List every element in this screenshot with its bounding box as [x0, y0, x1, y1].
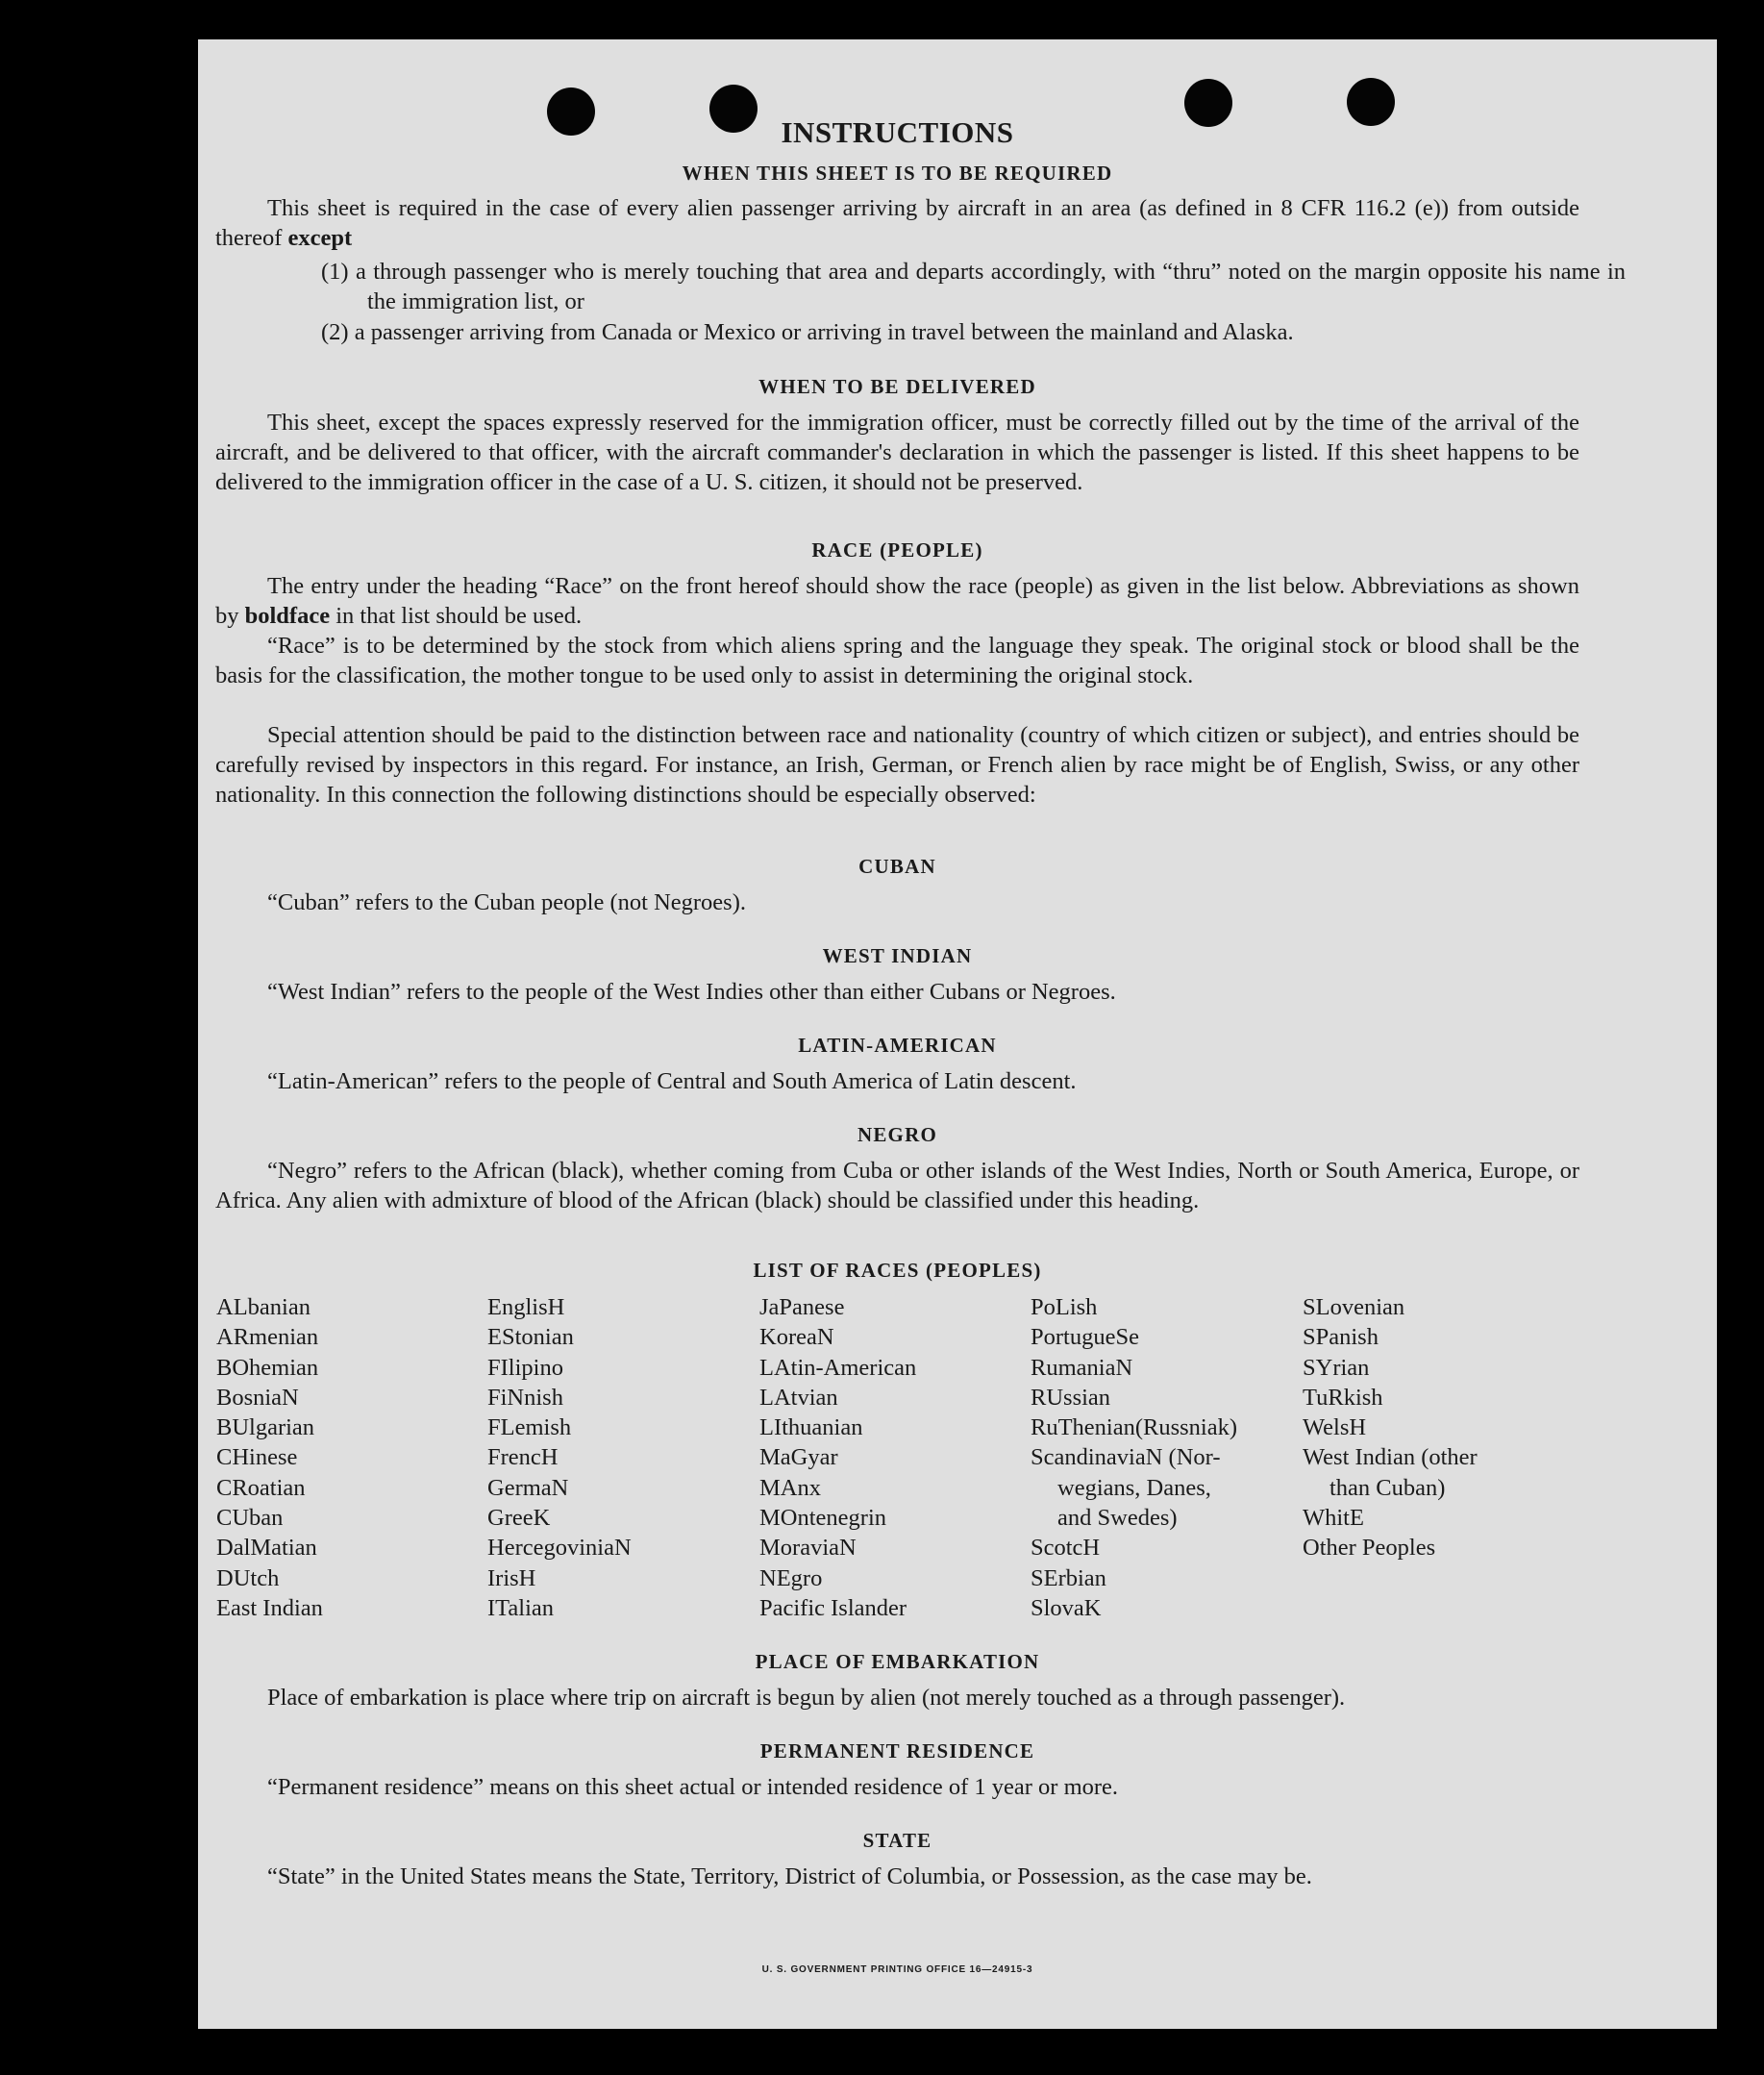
race-list-item: EnglisH — [487, 1294, 565, 1320]
section-heading: NEGRO — [857, 1123, 937, 1146]
race-list-item: LIthuanian — [759, 1414, 863, 1441]
paragraph — [215, 571, 1579, 631]
section-heading: PERMANENT RESIDENCE — [759, 1739, 1035, 1762]
race-list-item: West Indian (other — [1303, 1444, 1478, 1471]
paragraph: “Negro” refers to the African (black), whether coming from Cuba or other islands of the West Indies, North or South America, Europe, or Africa. Any alien with admixture of blood of the African (black) should be classified under this heading. — [215, 1158, 1579, 1213]
list-item: (1) a through passenger who is merely touching that area and departs accordingly, with “thru” noted on the margin opposite his name in the immigration list, or — [321, 259, 1626, 314]
race-list-item: ITalian — [487, 1594, 555, 1621]
section-heading: WEST INDIAN — [822, 944, 973, 967]
race-list-item: WelsH — [1303, 1414, 1367, 1441]
page-title: INSTRUCTIONS — [781, 115, 1014, 149]
race-list-item: WhitE — [1303, 1505, 1364, 1532]
race-list-item: SLovenian — [1303, 1294, 1405, 1320]
race-list-item: East Indian — [216, 1594, 323, 1621]
race-list-column — [487, 1292, 632, 1623]
race-list-item: MoraviaN — [759, 1535, 857, 1562]
paragraph — [215, 193, 1579, 253]
race-list-item: CUban — [216, 1505, 284, 1532]
section-heading: LATIN-AMERICAN — [798, 1034, 997, 1057]
paragraph-text: The entry under the heading “Race” on the front hereof should show the race (people) as given in the list below. Abbreviations as shown by — [215, 573, 1579, 629]
race-list-item: ScandinaviaN (Nor- — [1031, 1444, 1221, 1471]
paragraph: Place of embarkation is place where trip on aircraft is begun by alien (not merely touched as a through passenger). — [267, 1685, 1346, 1711]
race-list-column — [216, 1292, 323, 1623]
race-list-item: wegians, Danes, — [1057, 1474, 1211, 1501]
race-list-item: FLemish — [487, 1414, 572, 1441]
document-sheet — [198, 39, 1717, 2029]
race-list-item: PortugueSe — [1031, 1324, 1139, 1351]
race-list-column — [1031, 1292, 1237, 1623]
paragraph: “Latin-American” refers to the people of Central and South America of Latin descent. — [267, 1068, 1077, 1094]
paragraph: “Cuban” refers to the Cuban people (not Negroes). — [267, 889, 746, 915]
race-list-item: BosniaN — [216, 1384, 299, 1411]
paragraph: “Permanent residence” means on this sheet actual or intended residence of 1 year or more. — [267, 1774, 1119, 1800]
race-list-item: than Cuban) — [1329, 1474, 1446, 1501]
race-list-item: FIlipino — [487, 1354, 563, 1381]
paragraph: “Race” is to be determined by the stock from which aliens spring and the language they speak. The original stock or blood shall be the basis for the classification, the mother tongue to be used only to assist in determining the original stock. — [215, 633, 1579, 688]
race-list-column — [759, 1292, 916, 1623]
section-heading: WHEN THIS SHEET IS TO BE REQUIRED — [682, 162, 1113, 185]
race-list-item: SErbian — [1031, 1564, 1106, 1591]
paragraph-text: in that list should be used. — [335, 603, 583, 629]
race-list-item: JaPanese — [759, 1294, 845, 1320]
race-list-item: MAnx — [759, 1474, 821, 1501]
section-heading: RACE (PEOPLE) — [811, 538, 983, 562]
race-list-item: CHinese — [216, 1444, 298, 1471]
section-heading: CUBAN — [858, 855, 936, 878]
paragraph: “State” in the United States means the State, Territory, District of Columbia, or Possession, as the case may be. — [267, 1863, 1312, 1889]
section-heading: PLACE OF EMBARKATION — [755, 1650, 1040, 1673]
race-list-item: RuThenian(Russniak) — [1031, 1414, 1238, 1441]
race-list-item: DalMatian — [216, 1535, 317, 1562]
race-list-item: RumaniaN — [1031, 1354, 1133, 1381]
paragraph: “West Indian” refers to the people of the West Indies other than either Cubans or Negroes. — [267, 979, 1116, 1005]
race-list-item: MaGyar — [759, 1444, 838, 1471]
race-list-item: GermaN — [487, 1474, 569, 1501]
race-list-item: SYrian — [1303, 1354, 1370, 1381]
paragraph: Special attention should be paid to the distinction between race and nationality (country of which citizen or subject), and entries should be carefully revised by inspectors in this regard. For instance, an Irish, German, or French alien by race might be of English, Swiss, or any other nationality. In this connection the following distinctions should be especially observed: — [215, 722, 1579, 808]
race-list-item: TuRkish — [1303, 1384, 1383, 1411]
race-list-item: GreeK — [487, 1505, 551, 1532]
section-heading: STATE — [862, 1829, 932, 1852]
race-list-item: Other Peoples — [1303, 1535, 1436, 1562]
paragraph-text: This sheet is required in the case of every alien passenger arriving by aircraft in an area (as defined in 8 CFR 116.2 (e)) from outside thereof — [215, 195, 1579, 251]
race-list-item: ScotcH — [1031, 1535, 1101, 1562]
paragraph-bold-text: except — [287, 225, 353, 251]
race-list-item: SlovaK — [1031, 1594, 1102, 1621]
race-list-item: SPanish — [1303, 1324, 1379, 1351]
race-list-item: FrencH — [487, 1444, 559, 1471]
race-list-item: Pacific Islander — [759, 1594, 907, 1621]
race-list-item: LAtin-American — [759, 1354, 917, 1381]
printer-imprint: U. S. GOVERNMENT PRINTING OFFICE 16—24915-3 — [761, 1964, 1033, 1975]
race-list-item: ARmenian — [216, 1324, 319, 1351]
paragraph-bold-text: boldface — [244, 603, 331, 629]
list-item: (2) a passenger arriving from Canada or Mexico or arriving in travel between the mainland and Alaska. — [321, 319, 1294, 345]
race-list-item: KoreaN — [759, 1324, 834, 1351]
race-list-item: NEgro — [759, 1564, 823, 1591]
race-list-item: IrisH — [487, 1564, 536, 1591]
race-list-item: ALbanian — [216, 1294, 311, 1320]
race-list-item: and Swedes) — [1057, 1505, 1178, 1532]
race-list-item: PoLish — [1031, 1294, 1098, 1320]
section-heading: LIST OF RACES (PEOPLES) — [753, 1259, 1042, 1282]
race-list-item: BUlgarian — [216, 1414, 315, 1441]
race-list-column — [1303, 1292, 1478, 1563]
race-list-item: EStonian — [487, 1324, 574, 1351]
race-list-item: DUtch — [216, 1564, 280, 1591]
race-list-item: CRoatian — [216, 1474, 306, 1501]
race-list-item: HercegoviniaN — [487, 1535, 632, 1562]
paragraph: This sheet, except the spaces expressly reserved for the immigration officer, must be correctly filled out by the time of the arrival of the aircraft, and be delivered to that officer, with the aircraft commander's declaration in which the passenger is listed. If this sheet happens to be delivered to the immigration officer in the case of a U. S. citizen, it should not be preserved. — [215, 410, 1579, 495]
race-list-item: LAtvian — [759, 1384, 838, 1411]
race-list-item: MOntenegrin — [759, 1505, 886, 1532]
race-list-item: RUssian — [1031, 1384, 1111, 1411]
race-list-item: BOhemian — [216, 1354, 319, 1381]
race-list-item: FiNnish — [487, 1384, 563, 1411]
section-heading: WHEN TO BE DELIVERED — [758, 375, 1036, 398]
